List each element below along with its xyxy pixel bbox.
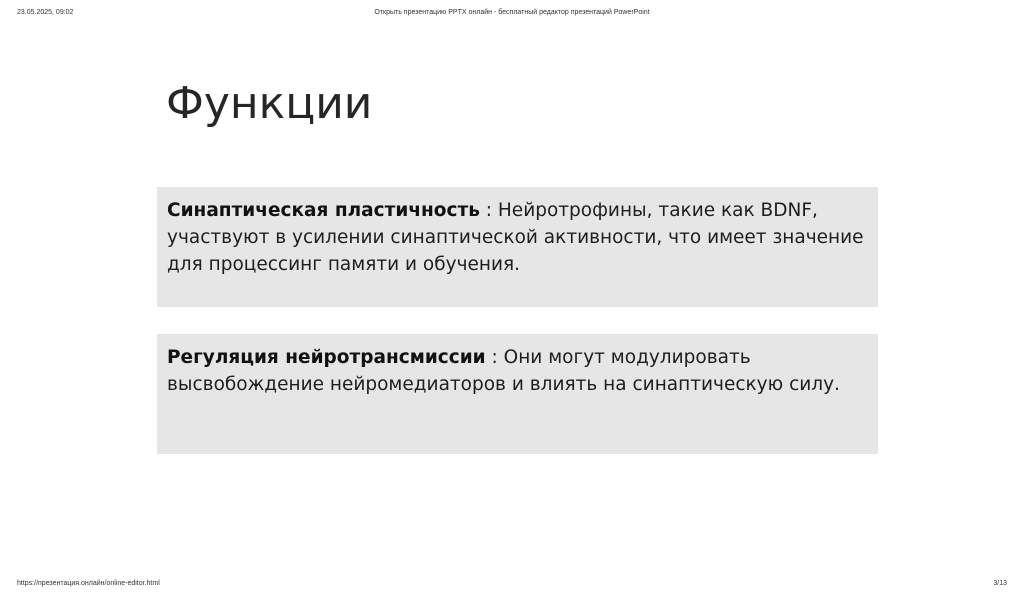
card-term: Синаптическая пластичность (167, 200, 480, 221)
print-footer (17, 580, 1007, 592)
card-text: : Они могут модулировать высвобождение нейромедиаторов и влиять на синаптическую силу. (167, 347, 840, 395)
slide-title: Функции (166, 78, 373, 129)
card-text: : Нейротрофины, такие как BDNF, участвуют в усилении синаптической активности, что имеет значение для процессинг памяти и обучения. (167, 200, 864, 275)
print-page-number: 3/13 (993, 580, 1007, 587)
card-term: Регуляция нейротрансмиссии (167, 347, 486, 368)
print-url: https://презентация.онлайн/online-editor.html (17, 580, 160, 587)
function-card-synaptic-plasticity (157, 187, 878, 307)
print-header (17, 9, 1007, 21)
print-page-title: Открыть презентацию PPTX онлайн - бесплатный редактор презентаций PowerPoint (374, 9, 650, 16)
function-card-neurotransmission-regulation (157, 334, 878, 454)
print-datetime: 23.05.2025, 09:02 (17, 9, 74, 16)
